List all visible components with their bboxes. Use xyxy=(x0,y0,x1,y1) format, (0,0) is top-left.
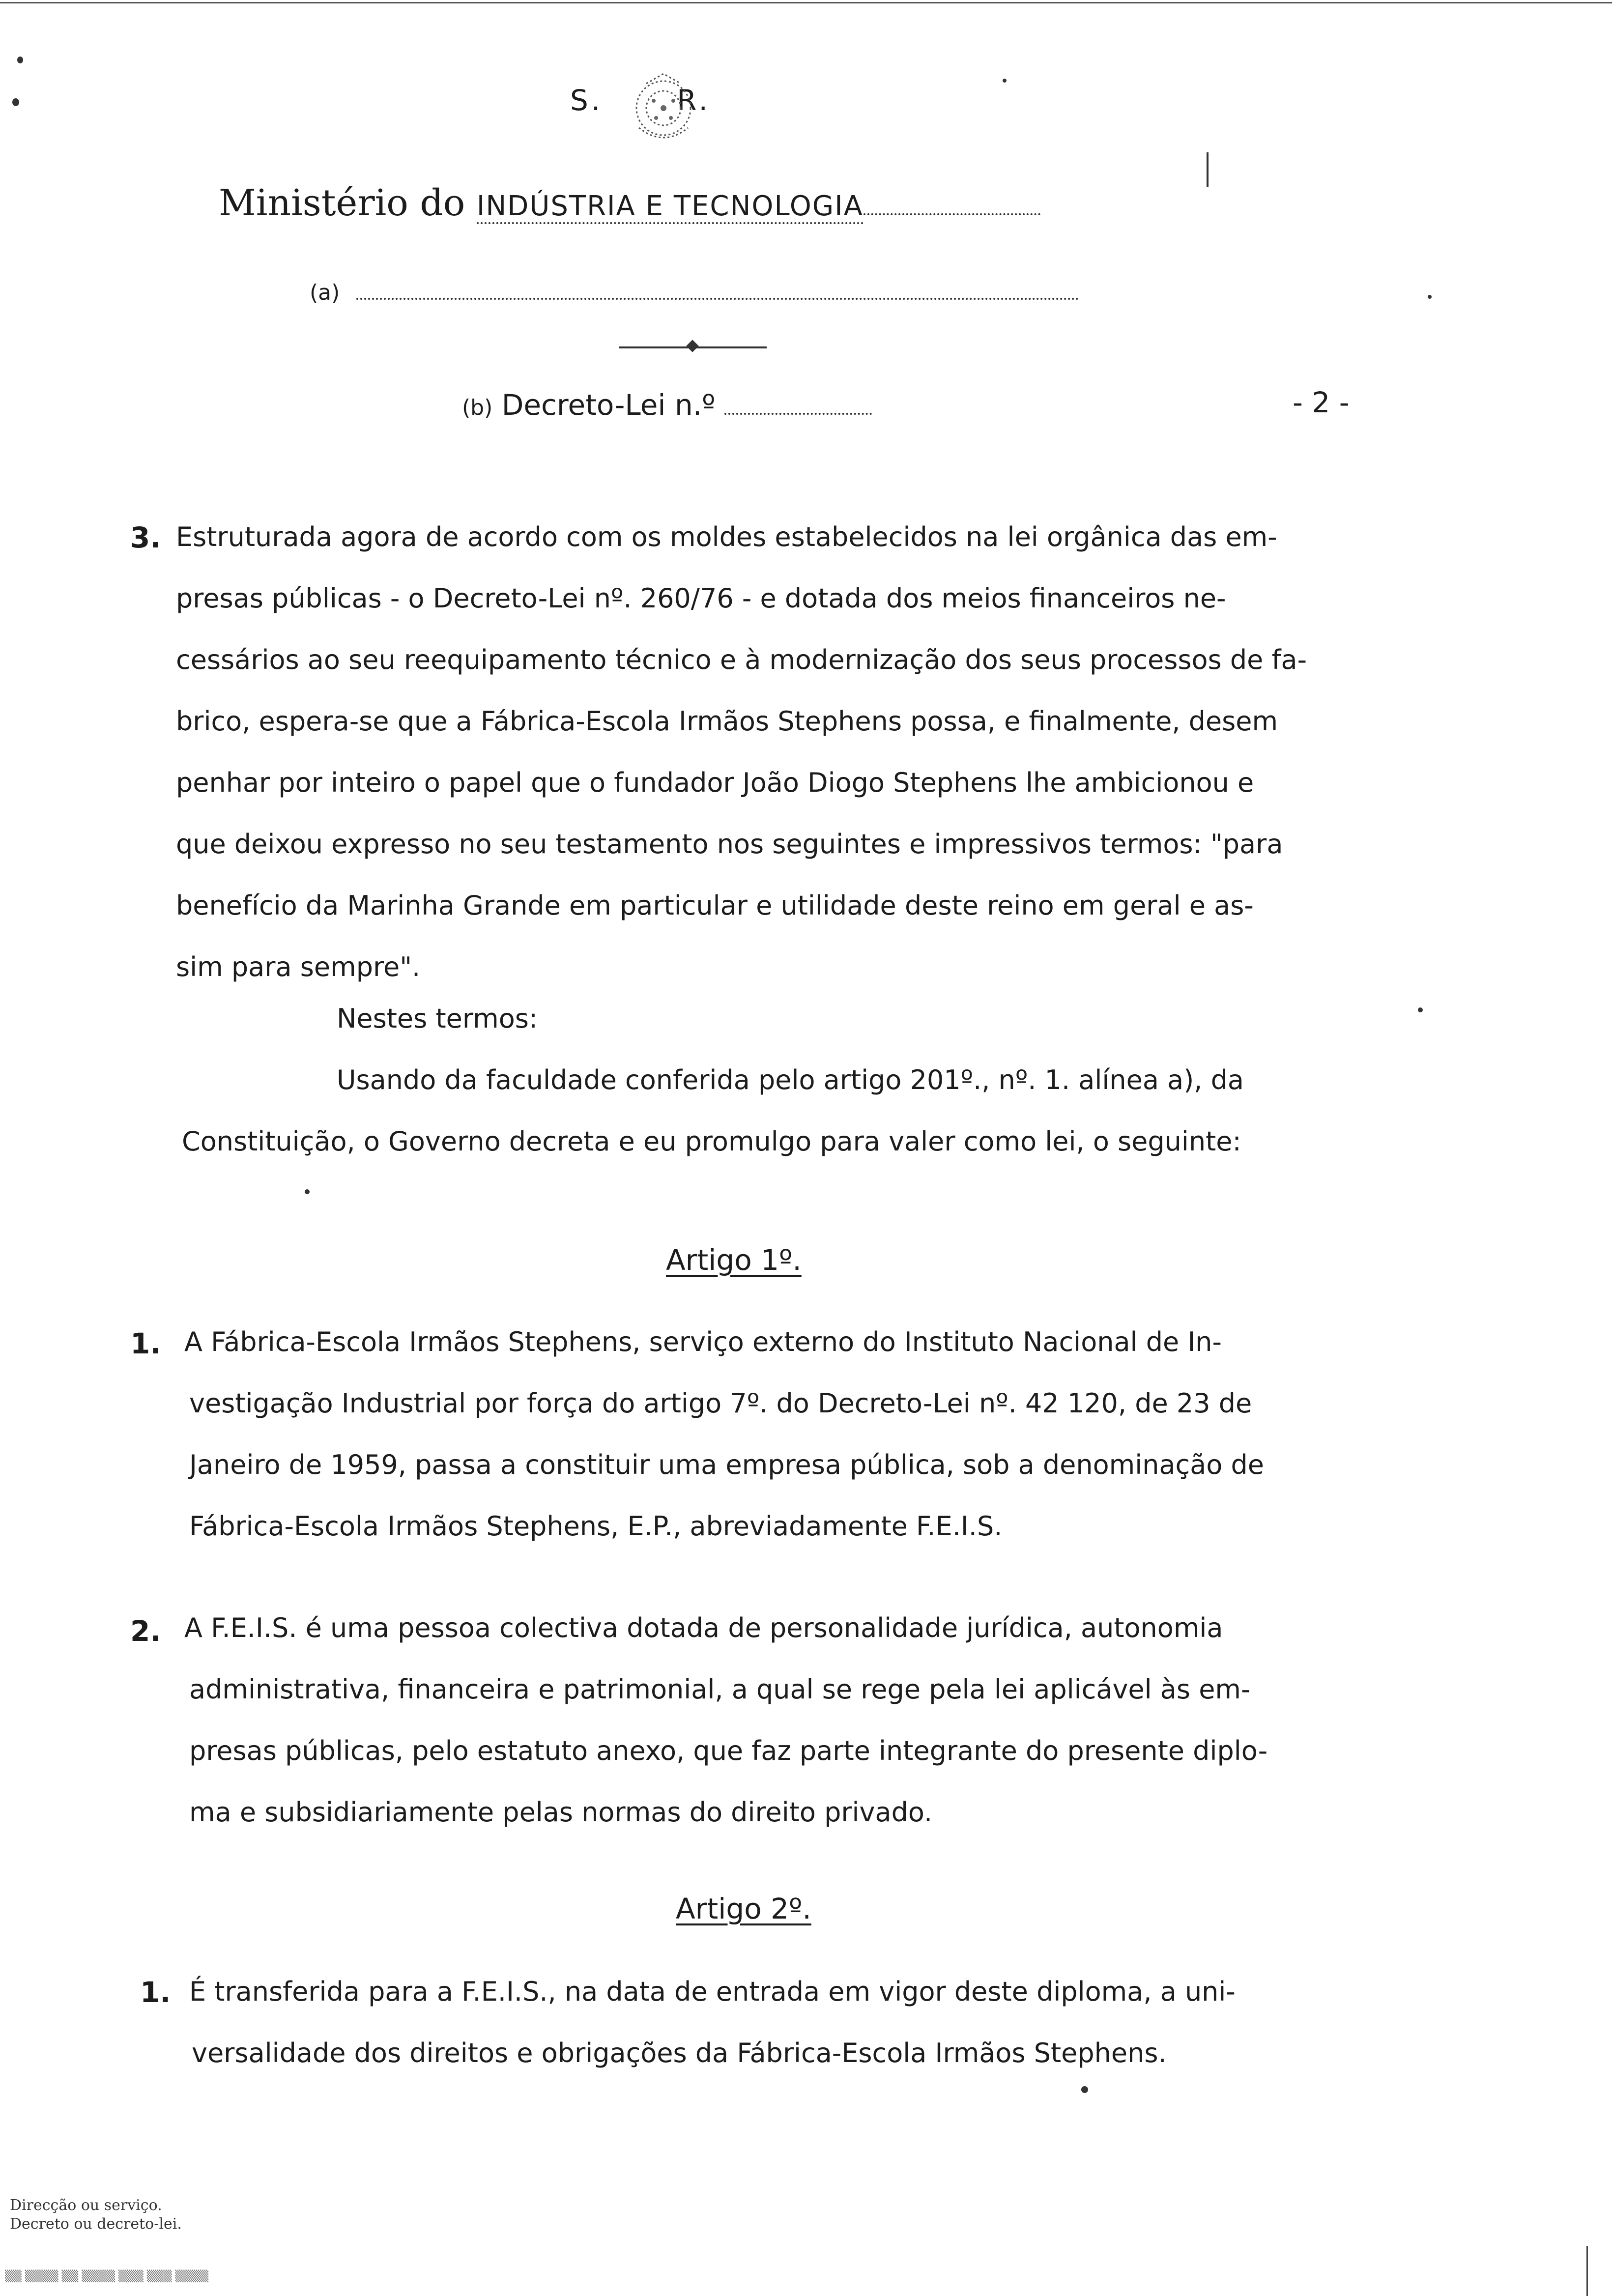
section-3-line: benefício da Marinha Grande em particular e utilidade deste reino em geral e as- xyxy=(176,890,1254,921)
page-number: - 2 - xyxy=(1293,386,1350,419)
decree-line xyxy=(462,388,872,422)
section-3-line: sim para sempre". xyxy=(176,951,421,982)
section-3-line: brico, espera-se que a Fábrica-Escola Irmãos Stephens possa, e finalmente, desem xyxy=(176,706,1278,737)
artigo-1-item-1 xyxy=(0,1311,1264,1557)
a-dotted-fill xyxy=(356,298,1079,300)
artigo-1-item-1-line: A Fábrica-Escola Irmãos Stephens, serviço externo do Instituto Nacional de In- xyxy=(184,1326,1222,1357)
artigo-2-item-1 xyxy=(0,1961,1236,2084)
artigo-1-item-2-line: presas públicas, pelo estatuto anexo, que faz parte integrante do presente diplo- xyxy=(189,1735,1268,1766)
scan-speck xyxy=(17,57,23,63)
footer-direcao: Direcção ou serviço. xyxy=(10,2197,162,2214)
section-3-line: cessários ao seu reequipamento técnico e à modernização dos seus processos de fa- xyxy=(176,644,1307,675)
decree-label: Decreto-Lei n.º xyxy=(501,388,716,422)
scan-speck xyxy=(1081,2086,1088,2093)
preamble xyxy=(0,988,1244,1172)
preamble-nestes-termos: Nestes termos: xyxy=(337,1003,538,1034)
scan-speck xyxy=(305,1189,310,1194)
section-3-line: que deixou expresso no seu testamento nos seguintes e impressivos termos: "para xyxy=(176,829,1283,860)
artigo-1-item-2-line: ma e subsidiariamente pelas normas do direito privado. xyxy=(189,1797,933,1828)
section-3-line: penhar por inteiro o papel que o fundador João Diogo Stephens lhe ambicionou e xyxy=(176,767,1254,798)
divider-ornament xyxy=(686,340,698,352)
scan-speck xyxy=(1428,295,1432,299)
ministry-dotted-fill xyxy=(864,213,1040,215)
artigo-1-item-2-line: administrativa, financeira e patrimonial, a qual se rege pela lei aplicável às em- xyxy=(189,1674,1251,1705)
top-border-line xyxy=(0,2,1612,3)
a-marker: (a) xyxy=(310,280,340,305)
a-line xyxy=(310,280,1079,305)
artigo-1-heading: Artigo 1º. xyxy=(666,1243,802,1277)
footer-decreto: Decreto ou decreto-lei. xyxy=(10,2215,182,2233)
preamble-usando-line: Constituição, o Governo decreta e eu promulgo para valer como lei, o seguinte: xyxy=(182,1126,1241,1157)
artigo-1-item-1-line: vestigação Industrial por força do artigo 7º. do Decreto-Lei nº. 42 120, de 23 de xyxy=(189,1388,1252,1419)
artigo-1-item-1-number: 1. xyxy=(130,1327,161,1360)
artigo-2-item-1-number: 1. xyxy=(140,1976,171,2009)
header-r-letter: R. xyxy=(677,84,711,117)
artigo-2-item-1-line: versalidade dos direitos e obrigações da Fábrica-Escola Irmãos Stephens. xyxy=(192,2038,1167,2068)
section-3-number: 3. xyxy=(130,521,161,554)
scan-speck xyxy=(1418,1007,1423,1012)
footer-print-mark: ▒▒ ▒▒▒▒ ▒▒ ▒▒▒▒ ▒▒▒ ▒▒▒ ▒▒▒▒ xyxy=(5,2270,209,2283)
preamble-usando-line: Usando da faculdade conferida pelo artigo 201º., nº. 1. alínea a), da xyxy=(337,1064,1244,1095)
header-s-letter: S. xyxy=(570,84,604,117)
right-edge-line xyxy=(1586,2246,1588,2296)
decree-number-dotted-fill xyxy=(724,413,872,415)
artigo-2-item-1-line: É transferida para a F.E.I.S., na data de entrada em vigor deste diploma, a uni- xyxy=(189,1976,1236,2007)
coat-of-arms-icon xyxy=(624,69,703,147)
artigo-1-item-2 xyxy=(0,1597,1267,1843)
scan-mark xyxy=(1207,152,1209,187)
section-3-line: Estruturada agora de acordo com os moldes estabelecidos na lei orgânica das em- xyxy=(176,521,1277,552)
ministry-prefix: Ministério do xyxy=(219,182,465,224)
section-3-line: presas públicas - o Decreto-Lei nº. 260/76 - e dotada dos meios financeiros ne- xyxy=(176,583,1226,614)
artigo-1-item-2-line: A F.E.I.S. é uma pessoa colectiva dotada de personalidade jurídica, autonomia xyxy=(184,1612,1223,1643)
artigo-2-heading: Artigo 2º. xyxy=(676,1892,811,1925)
section-3-paragraph xyxy=(0,506,1307,998)
artigo-1-item-1-line: Fábrica-Escola Irmãos Stephens, E.P., abreviadamente F.E.I.S. xyxy=(189,1511,1003,1542)
ministry-name: INDÚSTRIA E TECNOLOGIA xyxy=(477,190,864,224)
ministry-line xyxy=(219,182,1040,224)
artigo-1-item-1-line: Janeiro de 1959, passa a constituir uma empresa pública, sob a denominação de xyxy=(189,1449,1265,1480)
artigo-1-item-2-number: 2. xyxy=(130,1614,161,1648)
scan-speck xyxy=(1003,79,1007,83)
b-marker: (b) xyxy=(462,395,493,420)
scan-speck xyxy=(12,98,19,106)
